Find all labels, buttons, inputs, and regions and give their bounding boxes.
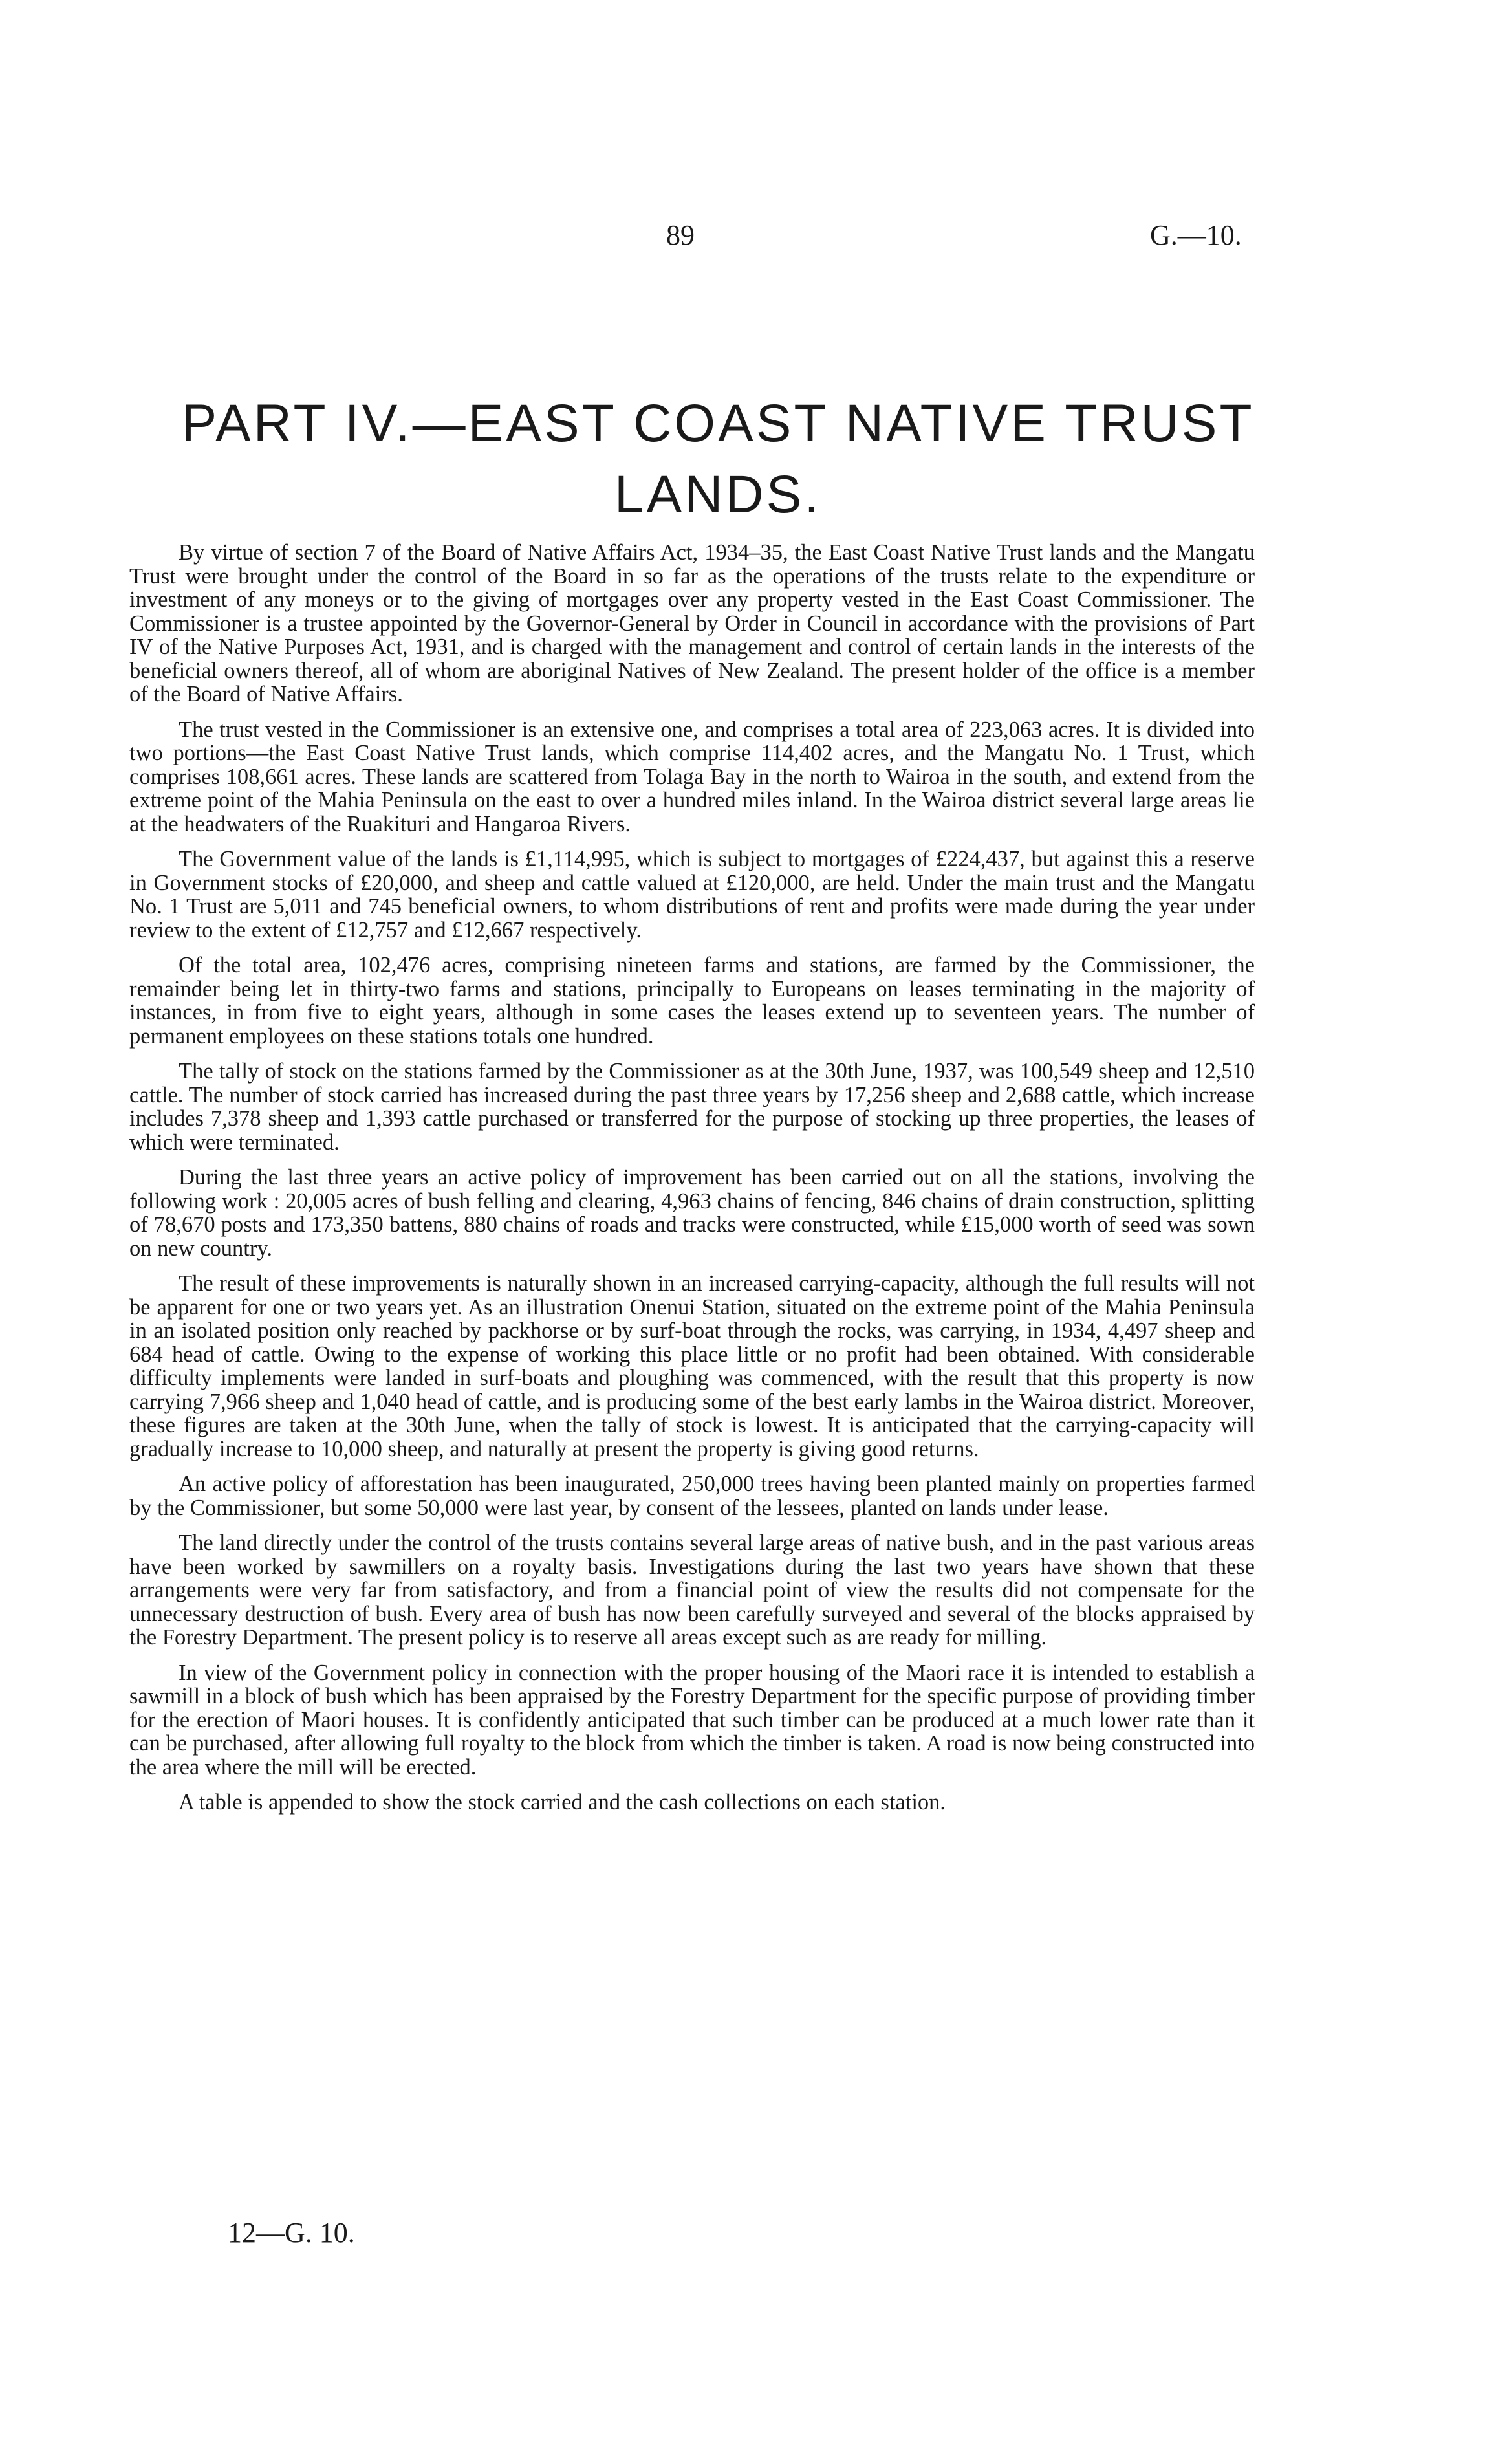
document-reference: G.—10. [1150,219,1242,251]
paragraph-native-bush: The land directly under the control of the trusts contains several large areas of native bush, and in the past various areas have been worked by sawmillers on a royalty basis. Investigations during the last two years have shown that these arrangements were very far from satisfactory, and from a financial point of view the results did not compensate for the unnecessary destruction of bush. Every area of bush has now been carefully surveyed and several of the blocks appraised by the Forestry Department. The present policy is to reserve all areas except such as are ready for milling. [129,1531,1255,1650]
paragraph-table-note: A table is appended to show the stock carried and the cash collections on each station. [179,1790,946,1815]
page-number: 89 [666,219,695,251]
paragraph-farmed-area: Of the total area, 102,476 acres, comprising nineteen farms and stations, are farmed by the Commissioner, the remainder being let in thirty-two farms and stations, principally to Europeans on leases terminating in the majority of instances, in from five to eight years, although in some cases the leases extend up to seventeen years. The number of permanent employees on these stations totals one hundred. [129,953,1255,1049]
paragraph-sawmill: In view of the Government policy in connection with the proper housing of the Maori race it is intended to establish a sawmill in a block of bush which has been appraised by the Forestry Department for the specific purpose of providing timber for the erection of Maori houses. It is confidently anticipated that such timber can be produced at a much lower rate than it can be purchased, after allowing full royalty to the block from which the timber is taken. A road is now being constructed into the area where the mill will be erected. [129,1660,1255,1780]
paragraph-stock-tally: The tally of stock on the stations farmed by the Commissioner as at the 30th June, 1937, was 100,549 sheep and 12,510 cattle. The number of stock carried has increased during the past three years by 17,256 sheep and 2,688 cattle, which increase includes 7,378 sheep and 1,393 cattle purchased or transferred for the purpose of stocking up three properties, the leases of which were terminated. [129,1059,1255,1155]
paragraph-improvement-policy: During the last three years an active policy of improvement has been carried out on all the stations, involving the following work : 20,005 acres of bush felling and clearing, 4,963 chains of fencing, 846 chains of drain construction, splitting of 78,670 posts and 173,350 battens, 880 chains of roads and tracks were constructed, while £15,000 worth of seed was sown on new country. [129,1165,1255,1261]
section-title [155,388,1281,530]
paragraph-afforestation: An active policy of afforestation has been inaugurated, 250,000 trees having been planted mainly on properties farmed by the Commissioner, but some 50,000 were last year, by consent of the lessees, planted on lands under lease. [129,1472,1255,1520]
body-text [129,541,1255,1826]
section-title-line-1: PART IV.—EAST COAST NATIVE TRUST [181,394,1255,453]
signature-reference: 12—G. 10. [228,2217,355,2249]
paragraph-improvement-results: The result of these improvements is naturally shown in an increased carrying-capacity, although the full results will not be apparent for one or two years yet. As an illustration Onenui Station, situated on the extreme point of the Mahia Peninsula in an isolated position only reached by packhorse or by surf-boat through the rocks, was carrying, in 1934, 4,497 sheep and 684 head of cattle. Owing to the expense of working this place little or no profit had been obtained. With considerable difficulty implements were landed in surf-boats and ploughing was commenced, with the result that this property is now carrying 7,966 sheep and 1,040 head of cattle, and is producing some of the best early lambs in the Wairoa district. Moreover, these figures are taken at the 30th June, when the tally of stock is lowest. It is anticipated that the carrying-capacity will gradually increase to 10,000 sheep, and naturally at present the property is giving good returns. [129,1271,1255,1461]
section-title-line-2: LANDS. [614,465,822,524]
paragraph-government-value: The Government value of the lands is £1,114,995, which is subject to mortgages of £224,437, but against this a reserve in Government stocks of £20,000, and sheep and cattle valued at £120,000, are held. Under the main trust and the Mangatu No. 1 Trust are 5,011 and 745 beneficial owners, to whom distributions of rent and profits were made during the year under review to the extent of £12,757 and £12,667 respectively. [129,847,1255,943]
paragraph-trust-area: The trust vested in the Commissioner is an extensive one, and comprises a total area of 223,063 acres. It is divided into two portions—the East Coast Native Trust lands, which comprise 114,402 acres, and the Mangatu No. 1 Trust, which comprises 108,661 acres. These lands are scattered from Tolaga Bay in the north to Wairoa in the south, and extend from the extreme point of the Mahia Peninsula on the east to over a hundred miles inland. In the Wairoa district several large areas lie at the headwaters of the Ruakituri and Hangaroa Rivers. [129,717,1255,836]
paragraph-board-control: By virtue of section 7 of the Board of Native Affairs Act, 1934–35, the East Coast Native Trust lands and the Mangatu Trust were brought under the control of the Board in so far as the operations of the trusts relate to the expenditure or investment of any moneys or to the giving of mortgages over any property vested in the East Coast Commissioner. The Commissioner is a trustee appointed by the Governor-General by Order in Council in accordance with the provisions of Part IV of the Native Purposes Act, 1931, and is charged with the management and control of certain lands in the interests of the beneficial owners thereof, all of whom are aboriginal Natives of New Zealand. The present holder of the office is a member of the Board of Native Affairs. [129,540,1255,706]
